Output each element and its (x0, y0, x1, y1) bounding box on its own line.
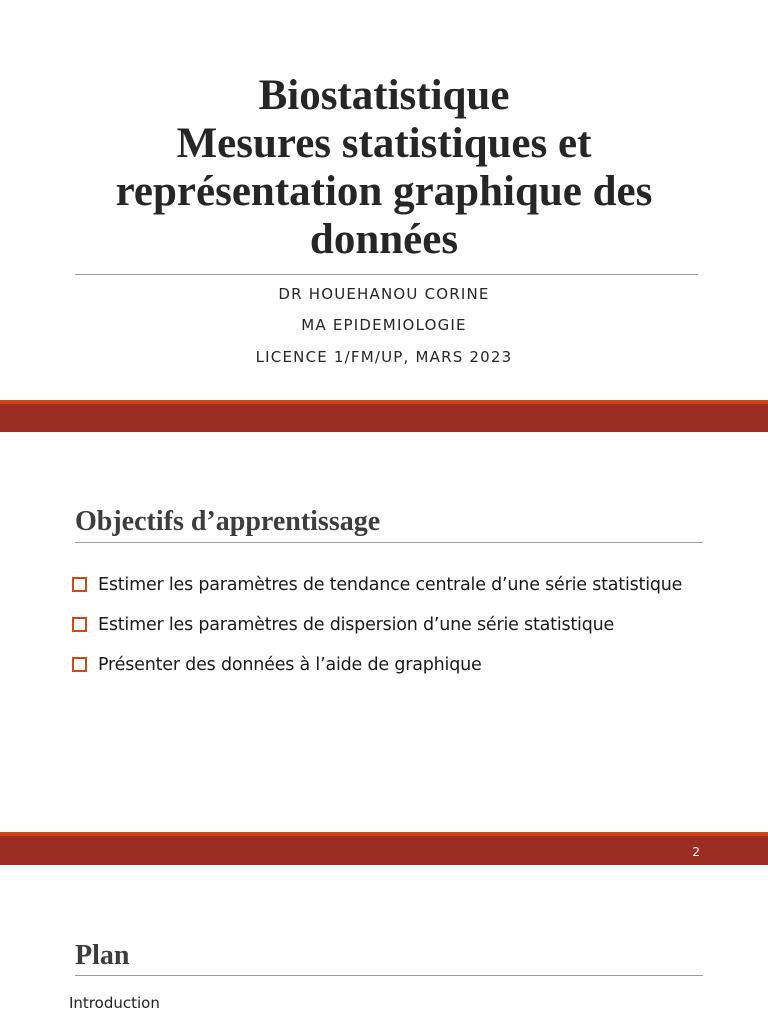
title-line: Mesures statistiques et (176, 120, 592, 167)
checkbox-bullet-icon (72, 577, 87, 592)
section-heading: Objectifs d’apprentissage (75, 506, 381, 537)
checkbox-bullet-icon (72, 617, 87, 632)
title-line: Biostatistique (258, 72, 510, 119)
slide-title (40, 72, 728, 264)
course-line: LICENCE 1/FM/UP, MARS 2023 (255, 348, 513, 366)
author-line: DR HOUEHANOU CORINE (278, 285, 490, 303)
title-line: données (309, 216, 459, 263)
slide-band (0, 404, 768, 432)
plan-heading: Plan (75, 940, 130, 971)
list-item-text: Estimer les paramètres de tendance centrale d’une série statistique (98, 575, 683, 595)
objectives-list (70, 565, 710, 685)
list-item (70, 605, 710, 645)
title-line: représentation graphique des (115, 168, 653, 215)
checkbox-bullet-icon (72, 657, 87, 672)
slide-band (0, 836, 768, 865)
title-divider (75, 274, 698, 275)
plan-item: Introduction (69, 994, 160, 1012)
list-item-text: Estimer les paramètres de dispersion d’une série statistique (98, 615, 615, 635)
list-item (70, 565, 710, 605)
heading-divider (75, 975, 703, 976)
degree-line: MA EPIDEMIOLOGIE (301, 316, 467, 334)
heading-divider (75, 542, 703, 543)
list-item-text: Présenter des données à l’aide de graphique (98, 655, 482, 675)
page-number: 2 (692, 845, 700, 859)
list-item (70, 645, 710, 685)
